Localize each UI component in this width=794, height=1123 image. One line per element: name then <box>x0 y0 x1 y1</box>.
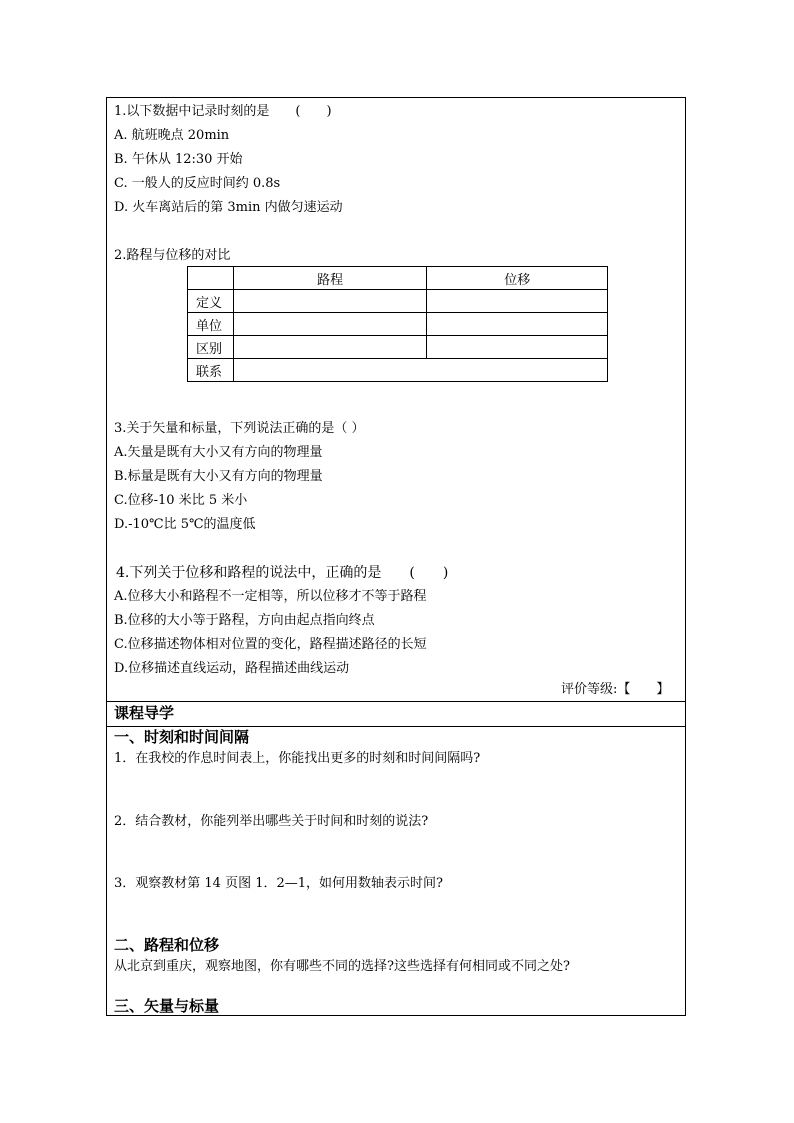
q3-option-c: C.位移-10 米比 5 米小 <box>114 493 248 508</box>
table-row <box>188 290 608 313</box>
q4-option-b: B.位移的大小等于路程，方向由起点指向终点 <box>114 613 375 628</box>
table-cell[interactable] <box>427 290 608 313</box>
q1-option-a: A. 航班晚点 20min <box>114 128 230 143</box>
table-cell-merged[interactable] <box>233 359 607 382</box>
section1-question-1: 1．在我校的作息时间表上，你能找出更多的时刻和时间间隔吗? <box>114 751 481 766</box>
rating-label: 评价等级:【 】 <box>561 682 670 697</box>
table-row <box>188 313 608 336</box>
comparison-table <box>187 266 608 382</box>
table-row <box>188 336 608 359</box>
section-divider <box>107 701 685 702</box>
table-cell[interactable] <box>427 336 608 359</box>
q4-stem: 4.下列关于位移和路程的说法中，正确的是 ( ) <box>116 565 449 581</box>
table-row-label: 区别 <box>188 336 234 359</box>
guide-title: 课程导学 <box>114 704 175 722</box>
q3-option-d: D.-10℃比 5℃的温度低 <box>114 517 256 532</box>
q1-stem: 1.以下数据中记录时刻的是 ( ) <box>114 104 332 119</box>
section1-question-3: 3．观察教材第 14 页图 1．2—1，如何用数轴表示时间? <box>114 876 443 891</box>
section2-heading: 二、路程和位移 <box>114 936 220 954</box>
section2-text: 从北京到重庆，观察地图，你有哪些不同的选择?这些选择有何相同或不同之处? <box>114 959 570 974</box>
q4-option-c: C.位移描述物体相对位置的变化，路程描述路径的长短 <box>114 637 427 652</box>
table-cell[interactable] <box>233 313 427 336</box>
table-row <box>188 359 608 382</box>
table-header-displacement: 位移 <box>427 267 608 290</box>
q3-option-b: B.标量是既有大小又有方向的物理量 <box>114 469 323 484</box>
section1-heading: 一、时刻和时间间隔 <box>114 728 250 746</box>
q4-option-a: A.位移大小和路程不一定相等，所以位移才不等于路程 <box>114 589 427 604</box>
q2-stem: 2.路程与位移的对比 <box>114 248 231 263</box>
q3-stem: 3.关于矢量和标量，下列说法正确的是（ ） <box>114 421 365 436</box>
worksheet-frame <box>106 97 686 1016</box>
section1-question-2: 2．结合教材，你能列举出哪些关于时间和时刻的说法? <box>114 814 429 829</box>
section-divider <box>107 726 685 727</box>
q4-option-d: D.位移描述直线运动，路程描述曲线运动 <box>114 661 350 676</box>
table-header-distance: 路程 <box>233 267 427 290</box>
table-cell[interactable] <box>233 290 427 313</box>
q1-option-b: B. 午休从 12:30 开始 <box>114 152 243 167</box>
table-cell[interactable] <box>427 313 608 336</box>
table-cell[interactable] <box>233 336 427 359</box>
table-row-label: 联系 <box>188 359 234 382</box>
section3-heading: 三、矢量与标量 <box>114 997 220 1015</box>
q1-option-d: D. 火车离站后的第 3min 内做匀速运动 <box>114 200 343 215</box>
q3-option-a: A.矢量是既有大小又有方向的物理量 <box>114 445 323 460</box>
table-header-row <box>188 267 608 290</box>
table-row-label: 定义 <box>188 290 234 313</box>
table-row-label: 单位 <box>188 313 234 336</box>
q1-option-c: C. 一般人的反应时间约 0.8s <box>114 176 281 191</box>
table-corner-cell <box>188 267 234 290</box>
